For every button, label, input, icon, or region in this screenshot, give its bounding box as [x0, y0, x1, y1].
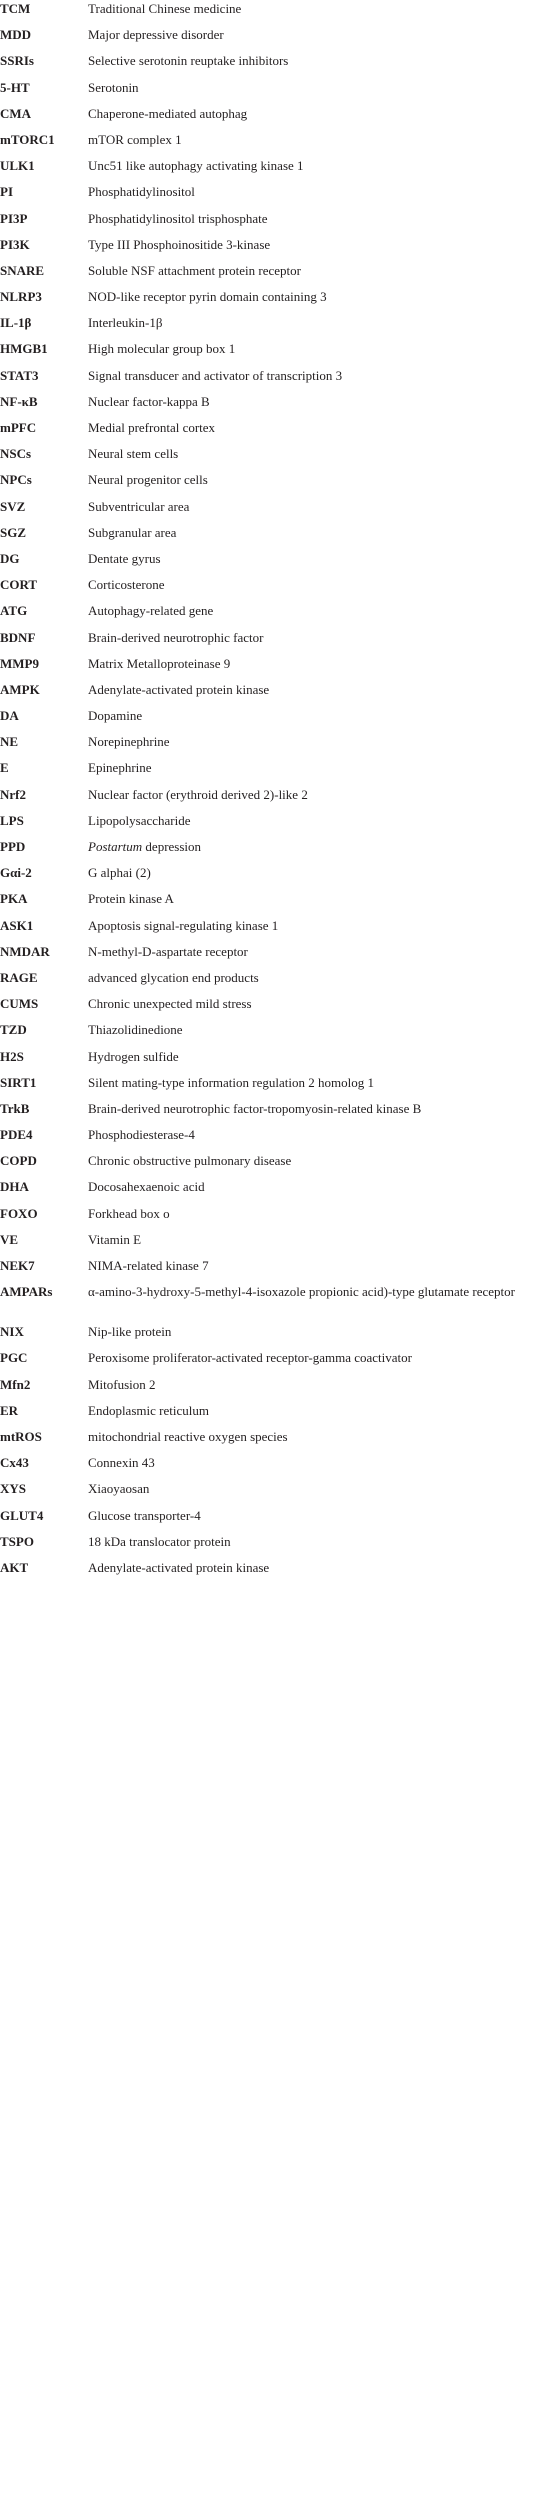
abbreviation-term: CMA: [0, 105, 32, 121]
table-row: [0, 864, 558, 890]
abbreviation-definition: Apoptosis signal-regulating kinase 1: [88, 917, 279, 933]
abbreviation-term: PPD: [0, 839, 26, 854]
table-row: [0, 1231, 558, 1257]
table-row: [0, 969, 558, 995]
table-row: [0, 995, 558, 1021]
table-row: [0, 367, 558, 393]
table-row: [0, 419, 558, 445]
abbreviation-definition: Chaperone-mediated autophag: [88, 105, 248, 121]
table-row: [0, 26, 558, 52]
table-row: [0, 340, 558, 366]
table-row: [0, 79, 558, 105]
abbreviation-term: SIRT1: [0, 1074, 37, 1090]
abbreviation-term: FOXO: [0, 1205, 38, 1221]
table-row: [0, 917, 558, 943]
abbreviation-term: NLRP3: [0, 289, 42, 305]
abbreviation-term: DG: [0, 550, 20, 566]
abbreviation-definition: Neural progenitor cells: [88, 472, 208, 488]
abbreviation-definition: High molecular group box 1: [88, 341, 236, 357]
table-row: [0, 1257, 558, 1283]
abbreviation-term: Nrf2: [0, 786, 26, 802]
abbreviation-term: XYS: [0, 1481, 27, 1497]
abbreviation-definition: Forkhead box o: [88, 1205, 170, 1221]
abbreviation-definition: Subventricular area: [88, 498, 190, 514]
table-row: [0, 314, 558, 340]
abbreviation-definition: Silent mating-type information regulation 2 homolog 1: [88, 1074, 374, 1090]
abbreviation-term: PDE4: [0, 1127, 33, 1143]
table-row: [0, 393, 558, 419]
table-row: [0, 1100, 558, 1126]
table-row: [0, 1074, 558, 1100]
abbreviation-definition: Nuclear factor-kappa B: [88, 393, 210, 409]
abbreviation-definition: Brain-derived neurotrophic factor: [88, 629, 264, 645]
table-row: [0, 288, 558, 314]
abbreviation-definition: Phosphatidylinositol trisphosphate: [88, 210, 268, 226]
abbreviation-term: ASK1: [0, 917, 34, 933]
abbreviation-definition: Peroxisome proliferator-activated receptor-gamma coactivator: [88, 1350, 412, 1366]
table-row: [0, 236, 558, 262]
abbreviation-term: PGC: [0, 1350, 28, 1366]
abbreviation-term: PI: [0, 184, 13, 200]
abbreviation-definition: Adenylate-activated protein kinase: [88, 681, 270, 697]
abbreviation-term: TCM: [0, 1, 31, 16]
abbreviation-term: PI3P: [0, 210, 28, 226]
abbreviation-term: E: [0, 760, 9, 776]
abbreviation-definition: Connexin 43: [88, 1455, 155, 1471]
table-row: [0, 786, 558, 812]
abbreviation-term: DHA: [0, 1179, 29, 1195]
table-row: [0, 105, 558, 131]
abbreviation-term: STAT3: [0, 367, 39, 383]
abbreviation-definition: [88, 839, 558, 855]
table-row: [0, 681, 558, 707]
table-row: [0, 1480, 558, 1506]
abbreviation-term: 5-HT: [0, 79, 30, 95]
abbreviation-definition: Signal transducer and activator of transcription 3: [88, 367, 343, 383]
definition-rest: depression: [142, 839, 202, 854]
table-row: [0, 210, 558, 236]
abbreviation-term: MDD: [0, 27, 32, 43]
table-row: [0, 498, 558, 524]
abbreviation-definition: Brain-derived neurotrophic factor-tropomyosin-related kinase B: [88, 1100, 422, 1116]
abbreviation-definition: 18 kDa translocator protein: [88, 1533, 231, 1549]
abbreviation-definition: N-methyl-D-aspartate receptor: [88, 943, 248, 959]
abbreviation-definition: Matrix Metalloproteinase 9: [88, 655, 231, 671]
abbreviation-term: AMPK: [0, 681, 40, 697]
abbreviation-definition: Interleukin-1β: [88, 315, 163, 331]
abbreviation-term: TZD: [0, 1022, 27, 1038]
abbreviation-definition: mitochondrial reactive oxygen species: [88, 1428, 288, 1444]
abbreviation-definition: Type III Phosphoinositide 3-kinase: [88, 236, 271, 252]
abbreviation-definition: Autophagy-related gene: [88, 603, 214, 619]
abbreviation-term: ATG: [0, 603, 28, 619]
table-row: [0, 471, 558, 497]
table-row: [0, 629, 558, 655]
abbreviation-definition: Lipopolysaccharide: [88, 812, 191, 828]
abbreviation-term: SGZ: [0, 524, 27, 540]
table-row: [0, 1454, 558, 1480]
table-row: [0, 0, 558, 26]
abbreviation-term: NSCs: [0, 446, 32, 462]
abbreviation-definition: NOD-like receptor pyrin domain containing 3: [88, 289, 327, 305]
table-row: [0, 445, 558, 471]
table-row: [0, 576, 558, 602]
abbreviation-definition: Epinephrine: [88, 760, 152, 776]
abbreviation-term: SNARE: [0, 262, 45, 278]
abbreviation-definition: Major depressive disorder: [88, 27, 224, 43]
table-row: [0, 157, 558, 183]
abbreviation-definition: Protein kinase A: [88, 891, 174, 907]
table-row: [0, 1048, 558, 1074]
abbreviation-term: NIX: [0, 1324, 24, 1340]
abbreviation-definition: Traditional Chinese medicine: [88, 1, 242, 16]
abbreviation-definition: Xiaoyaosan: [88, 1481, 150, 1497]
abbreviation-definition: Hydrogen sulfide: [88, 1048, 179, 1064]
table-row: [0, 1376, 558, 1402]
table-row: [0, 1559, 558, 1585]
abbreviation-definition: Selective serotonin reuptake inhibitors: [88, 53, 289, 69]
abbreviation-term: mTORC1: [0, 131, 55, 147]
table-row: [0, 1349, 558, 1375]
abbreviation-definition: Mitofusion 2: [88, 1376, 156, 1392]
abbreviation-term: LPS: [0, 812, 24, 828]
abbreviation-term: IL-1β: [0, 315, 32, 331]
abbreviation-term: NEK7: [0, 1258, 35, 1273]
abbreviation-definition: Medial prefrontal cortex: [88, 420, 216, 435]
abbreviation-definition: Serotonin: [88, 79, 139, 95]
abbreviation-term: BDNF: [0, 629, 36, 645]
abbreviation-definition: Phosphodiesterase-4: [88, 1127, 195, 1143]
abbreviation-definition: Dentate gyrus: [88, 550, 161, 566]
table-row: [0, 1178, 558, 1204]
table-row: [0, 759, 558, 785]
table-row: [0, 1533, 558, 1559]
abbreviation-definition: Chronic unexpected mild stress: [88, 996, 252, 1012]
abbreviation-definition: advanced glycation end products: [88, 969, 259, 985]
abbreviation-definition: Dopamine: [88, 708, 143, 724]
abbreviation-term: TSPO: [0, 1533, 34, 1549]
abbreviation-term: ER: [0, 1402, 19, 1418]
abbreviation-definition: NIMA-related kinase 7: [88, 1258, 209, 1273]
abbreviation-definition: Nip-like protein: [88, 1324, 172, 1340]
abbreviation-term: CUMS: [0, 996, 39, 1012]
abbreviation-term: mtROS: [0, 1428, 42, 1444]
table-row: [0, 1152, 558, 1178]
abbreviation-term: DA: [0, 708, 19, 724]
abbreviation-term: NPCs: [0, 472, 32, 488]
abbreviation-definition: Corticosterone: [88, 577, 165, 593]
abbreviation-term: HMGB1: [0, 341, 48, 357]
abbreviation-term: NF-κB: [0, 393, 38, 409]
table-row: [0, 838, 558, 864]
abbreviation-term: TrkB: [0, 1100, 30, 1116]
table-row: [0, 550, 558, 576]
abbreviation-term: AKT: [0, 1559, 29, 1575]
table-row: [0, 131, 558, 157]
abbreviation-definition: mTOR complex 1: [88, 131, 182, 147]
table-row: [0, 733, 558, 759]
abbreviation-definition: Thiazolidinedione: [88, 1022, 183, 1038]
abbreviation-definition: Soluble NSF attachment protein receptor: [88, 262, 302, 278]
abbreviation-definition: Endoplasmic reticulum: [88, 1402, 209, 1418]
abbreviation-term: GLUT4: [0, 1507, 44, 1523]
table-row: [0, 1428, 558, 1454]
abbreviation-term: H2S: [0, 1048, 24, 1064]
table-row: [0, 1283, 558, 1323]
abbreviation-term: AMPARs: [0, 1284, 53, 1300]
abbreviation-term: mPFC: [0, 420, 37, 435]
abbreviation-term: VE: [0, 1231, 19, 1247]
abbreviation-definition: Nuclear factor (erythroid derived 2)-like 2: [88, 786, 308, 802]
abbreviation-definition: Unc51 like autophagy activating kinase 1: [88, 158, 304, 174]
abbreviation-term: PKA: [0, 891, 28, 907]
abbreviation-term: Cx43: [0, 1455, 29, 1471]
abbreviation-term: CORT: [0, 577, 38, 593]
abbreviation-term: NMDAR: [0, 943, 50, 959]
abbreviation-term: MMP9: [0, 655, 39, 671]
abbreviation-term: ULK1: [0, 158, 35, 174]
table-row: [0, 707, 558, 733]
abbreviation-term: Mfn2: [0, 1376, 31, 1392]
abbreviation-term: RAGE: [0, 969, 38, 985]
abbreviation-definition: Norepinephrine: [88, 734, 170, 750]
abbreviation-term: NE: [0, 734, 19, 750]
abbreviation-term: SSRIs: [0, 53, 34, 69]
abbreviation-definition: Neural stem cells: [88, 446, 179, 462]
table-row: [0, 524, 558, 550]
abbreviation-term: COPD: [0, 1153, 37, 1169]
table-row: [0, 812, 558, 838]
abbreviation-definition: Chronic obstructive pulmonary disease: [88, 1153, 292, 1169]
abbreviation-definition: Glucose transporter-4: [88, 1507, 201, 1523]
table-row: [0, 655, 558, 681]
table-row: [0, 602, 558, 628]
abbreviation-definition: α-amino-3-hydroxy-5-methyl-4-isoxazole propionic acid)-type glutamate receptor: [88, 1284, 515, 1300]
table-row: [0, 1021, 558, 1047]
table-row: [0, 262, 558, 288]
abbreviation-definition: Docosahexaenoic acid: [88, 1179, 205, 1195]
table-row: [0, 1126, 558, 1152]
table-row: [0, 890, 558, 916]
abbreviation-term: PI3K: [0, 236, 30, 252]
abbreviation-definition: Phosphatidylinositol: [88, 184, 195, 200]
abbreviation-definition: Vitamin E: [88, 1231, 142, 1247]
abbreviation-definition: Subgranular area: [88, 524, 177, 540]
table-row: [0, 52, 558, 78]
table-row: [0, 1205, 558, 1231]
abbreviation-term: SVZ: [0, 498, 26, 514]
abbreviation-definition: Adenylate-activated protein kinase: [88, 1559, 270, 1575]
table-row: [0, 1323, 558, 1349]
definition-italic-part: Postartum: [88, 839, 143, 854]
table-row: [0, 1507, 558, 1533]
table-row: [0, 1402, 558, 1428]
table-row: [0, 943, 558, 969]
abbreviation-term: Gαi-2: [0, 865, 32, 881]
table-row: [0, 183, 558, 209]
abbreviation-definition: G alphai (2): [88, 865, 151, 881]
